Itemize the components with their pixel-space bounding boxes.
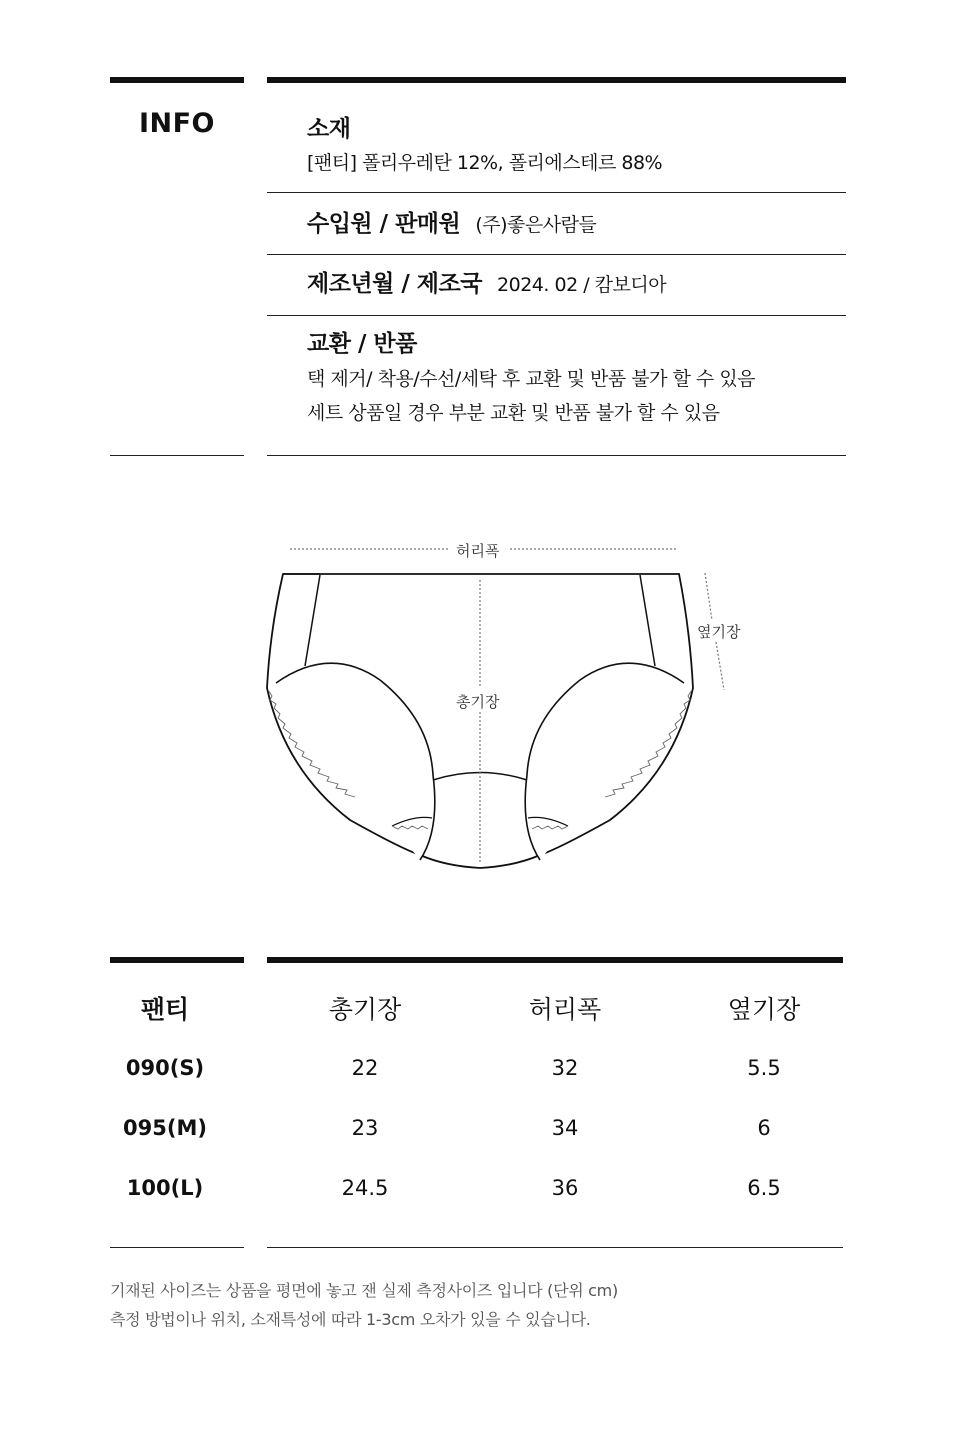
waist-width-value: 34: [551, 1116, 579, 1140]
panty-measurement-diagram: [240, 530, 760, 880]
size-header-side-length: 옆기장: [727, 995, 801, 1024]
waist-width-label: 허리폭: [456, 542, 500, 560]
waist-width-value: 32: [551, 1056, 579, 1080]
importer-title: 수입원 / 판매원: [307, 211, 461, 237]
total-length-label: 총기장: [456, 693, 500, 711]
side-length-value: 6.5: [747, 1176, 781, 1200]
info-left-bottom-rule: [110, 455, 244, 456]
manufacture-title: 제조년월 / 제조국: [307, 271, 482, 297]
info-right-top-rule: [267, 77, 846, 83]
exchange-title: 교환 / 반품: [307, 331, 417, 357]
size-left-top-rule: [110, 957, 244, 963]
size-label: 100(L): [126, 1176, 204, 1200]
waist-width-value: 36: [551, 1176, 579, 1200]
exchange-line-1: 택 제거/ 착용/수선/세탁 후 교환 및 반품 불가 할 수 있음: [307, 368, 756, 390]
total-length-value: 23: [351, 1116, 379, 1140]
info-divider-3: [267, 315, 846, 316]
side-measure-line-top: [705, 573, 712, 620]
measurement-note-2: 측정 방법이나 위치, 소재특성에 따라 1-3cm 오차가 있을 수 있습니다.: [110, 1310, 591, 1329]
info-divider-2: [267, 254, 846, 255]
side-measure-line-bottom: [716, 642, 724, 690]
size-header-total-length: 총기장: [328, 995, 402, 1024]
total-length-value: 22: [351, 1056, 379, 1080]
size-label: 095(M): [123, 1116, 207, 1140]
manufacture-value: 2024. 02 / 캄보디아: [497, 274, 667, 296]
size-header-product: 팬티: [140, 995, 190, 1024]
importer-row: [307, 205, 596, 238]
size-label: 090(S): [125, 1056, 205, 1080]
exchange-line-2: 세트 상품일 경우 부분 교환 및 반품 불가 할 수 있음: [307, 402, 720, 424]
size-header-waist-width: 허리폭: [528, 995, 602, 1024]
total-length-value: 24.5: [341, 1176, 389, 1200]
side-length-value: 6: [757, 1116, 771, 1140]
side-length-value: 5.5: [747, 1056, 781, 1080]
info-right-bottom-rule: [267, 455, 846, 456]
material-title: 소재: [307, 116, 351, 142]
side-length-label: 옆기장: [697, 623, 741, 641]
size-right-bottom-rule: [267, 1247, 843, 1248]
importer-value: (주)좋은사람들: [475, 214, 597, 236]
info-label: INFO: [138, 108, 216, 139]
measurement-note-1: 기재된 사이즈는 상품을 평면에 놓고 잰 실제 측정사이즈 입니다 (단위 cm): [110, 1281, 618, 1300]
manufacture-row: [307, 265, 666, 298]
info-divider-1: [267, 192, 846, 193]
size-right-top-rule: [267, 957, 843, 963]
info-left-top-rule: [110, 77, 244, 83]
size-left-bottom-rule: [110, 1247, 244, 1248]
material-value: [팬티] 폴리우레탄 12%, 폴리에스테르 88%: [307, 152, 663, 174]
